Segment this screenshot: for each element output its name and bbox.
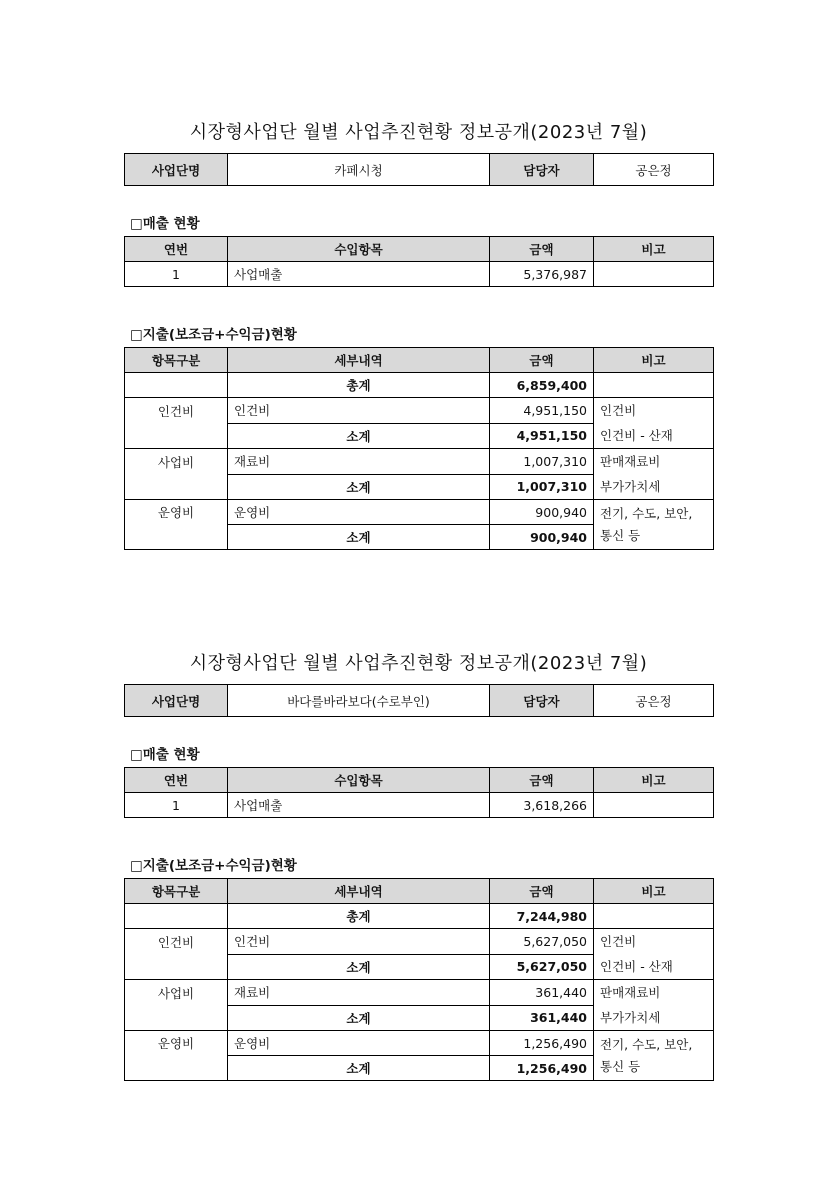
detail-amount: 1,256,490 [490, 1031, 594, 1056]
table-row [125, 1031, 714, 1056]
total-amount: 7,244,980 [490, 904, 594, 929]
sales-note [594, 793, 714, 818]
team-name: 카페시청 [228, 154, 490, 186]
sales-table [124, 767, 714, 818]
expense-header-note: 비고 [594, 879, 714, 904]
table-row [125, 980, 714, 1006]
note-cell [594, 449, 714, 500]
info-table [124, 684, 714, 717]
sales-header-amount: 금액 [490, 768, 594, 793]
detail-amount: 1,007,310 [490, 449, 594, 475]
subtotal-label: 소계 [228, 1005, 490, 1031]
subtotal-amount: 4,951,150 [490, 423, 594, 449]
table-row [125, 500, 714, 525]
detail-label: 재료비 [228, 980, 490, 1006]
subtotal-label: 소계 [228, 474, 490, 500]
expense-header-category: 항목구분 [125, 348, 228, 373]
detail-amount: 4,951,150 [490, 398, 594, 424]
note-cell [594, 929, 714, 980]
sales-amount: 3,618,266 [490, 793, 594, 818]
note-cell [594, 500, 714, 550]
expense-table [124, 347, 714, 550]
detail-amount: 5,627,050 [490, 929, 594, 955]
total-row [125, 904, 714, 929]
table-row [125, 793, 714, 818]
note-line-2: 부가가치세 [600, 1010, 661, 1025]
expense-header-note: 비고 [594, 348, 714, 373]
table-row [125, 449, 714, 475]
total-label: 총계 [228, 373, 490, 398]
category-label: 사업비 [125, 980, 228, 1006]
note-line-1: 판매재료비 [600, 985, 661, 1000]
subtotal-amount: 1,256,490 [490, 1056, 594, 1081]
expense-header-detail: 세부내역 [228, 879, 490, 904]
manager-label: 담당자 [490, 154, 594, 186]
sales-item: 사업매출 [228, 793, 490, 818]
expense-header-amount: 금액 [490, 348, 594, 373]
note-line-2: 통신 등 [600, 1058, 641, 1074]
table-row [125, 929, 714, 955]
sales-no: 1 [125, 262, 228, 287]
note-line-1: 전기, 수도, 보안, [600, 1036, 693, 1052]
category-label: 사업비 [125, 449, 228, 475]
table-row [125, 398, 714, 424]
sales-header-amount: 금액 [490, 237, 594, 262]
detail-amount: 361,440 [490, 980, 594, 1006]
detail-label: 재료비 [228, 449, 490, 475]
info-table [124, 153, 714, 186]
sales-note [594, 262, 714, 287]
subtotal-label: 소계 [228, 525, 490, 550]
expense-header-detail: 세부내역 [228, 348, 490, 373]
detail-label: 운영비 [228, 1031, 490, 1056]
sales-section-title: □매출 현황 [130, 216, 200, 232]
manager-name: 공은정 [594, 685, 714, 717]
note-line-2: 부가가치세 [600, 479, 661, 494]
category-label: 인건비 [125, 929, 228, 955]
note-cell [594, 1031, 714, 1081]
subtotal-amount: 1,007,310 [490, 474, 594, 500]
expense-table [124, 878, 714, 1081]
note-line-1: 인건비 [600, 403, 637, 418]
sales-item: 사업매출 [228, 262, 490, 287]
detail-label: 인건비 [228, 929, 490, 955]
manager-label: 담당자 [490, 685, 594, 717]
detail-label: 운영비 [228, 500, 490, 525]
category-label: 운영비 [125, 500, 228, 525]
sales-header-note: 비고 [594, 237, 714, 262]
sales-header-item: 수입항목 [228, 237, 490, 262]
sales-header-no: 연번 [125, 237, 228, 262]
report-title: 시장형사업단 월별 사업추진현황 정보공개(2023년 7월) [189, 653, 648, 674]
note-line-2: 통신 등 [600, 527, 641, 543]
team-label: 사업단명 [125, 685, 228, 717]
note-line-2: 인건비 - 산재 [600, 428, 673, 443]
sales-table [124, 236, 714, 287]
expense-section-title: □지출(보조금+수익금)현황 [130, 858, 297, 874]
team-name: 바다를바라보다(수로부인) [228, 685, 490, 717]
sales-header-note: 비고 [594, 768, 714, 793]
note-line-2: 인건비 - 산재 [600, 959, 673, 974]
note-cell [594, 980, 714, 1031]
sales-header-item: 수입항목 [228, 768, 490, 793]
expense-section-title: □지출(보조금+수익금)현황 [130, 327, 297, 343]
category-label: 운영비 [125, 1031, 228, 1056]
note-line-1: 전기, 수도, 보안, [600, 505, 693, 521]
sales-no: 1 [125, 793, 228, 818]
expense-header-amount: 금액 [490, 879, 594, 904]
subtotal-label: 소계 [228, 423, 490, 449]
expense-header-category: 항목구분 [125, 879, 228, 904]
manager-name: 공은정 [594, 154, 714, 186]
detail-label: 인건비 [228, 398, 490, 424]
note-line-1: 판매재료비 [600, 454, 661, 469]
category-label: 인건비 [125, 398, 228, 424]
subtotal-label: 소계 [228, 1056, 490, 1081]
report-title: 시장형사업단 월별 사업추진현황 정보공개(2023년 7월) [189, 122, 648, 143]
team-label: 사업단명 [125, 154, 228, 186]
note-cell [594, 398, 714, 449]
subtotal-amount: 361,440 [490, 1005, 594, 1031]
total-row [125, 373, 714, 398]
sales-amount: 5,376,987 [490, 262, 594, 287]
subtotal-amount: 900,940 [490, 525, 594, 550]
note-line-1: 인건비 [600, 934, 637, 949]
total-label: 총계 [228, 904, 490, 929]
subtotal-amount: 5,627,050 [490, 954, 594, 980]
subtotal-label: 소계 [228, 954, 490, 980]
detail-amount: 900,940 [490, 500, 594, 525]
sales-header-no: 연번 [125, 768, 228, 793]
table-row [125, 262, 714, 287]
total-amount: 6,859,400 [490, 373, 594, 398]
sales-section-title: □매출 현황 [130, 747, 200, 763]
